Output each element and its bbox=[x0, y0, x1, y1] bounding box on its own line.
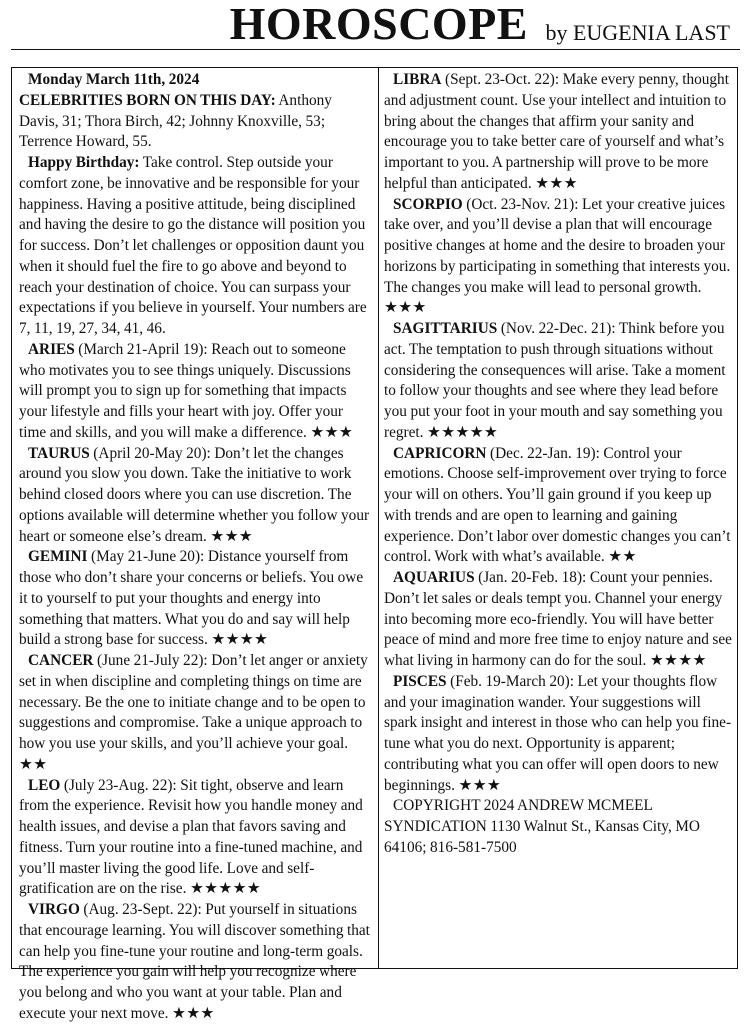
sign-taurus: TAURUS (April 20-May 20): Don’t let the changes around you slow you down. Take the initiative to work behind closed doors where you can use discretion. The options available will determine whether you follow your heart or someone else’s dream. ★★★ bbox=[19, 444, 370, 545]
star-rating: ★★★ bbox=[458, 776, 502, 794]
copyright-notice: COPYRIGHT 2024 ANDREW MCMEEL SYNDICATION 1130 Walnut St., Kansas City, MO 64106; 816-581-7500 bbox=[384, 797, 700, 856]
star-rating: ★★ bbox=[19, 755, 48, 773]
sign-scorpio: SCORPIO (Oct. 23-Nov. 21): Let your creative juices take over, and you’ll devise a plan that will encourage positive changes at home and the desire to broaden your horizons by participating in something that interests you. The changes you make will lead to personal growth. ★★★ bbox=[384, 195, 731, 317]
sign-leo: LEO (July 23-Aug. 22): Sit tight, observe and learn from the experience. Revisit how you handle money and health issues, and devise a plan that favors saving and fitness. Turn your routine into a fine-tuned machine, and you’ll master living the good life. Love and self-gratification are on the rise. ★★★★★ bbox=[19, 776, 363, 898]
header-rule bbox=[11, 49, 740, 50]
sign-cancer: CANCER (June 21-July 22): Don’t let anger or anxiety set in when discipline and completing things on time are necessary. Be the one to initiate change and to be open to suggestions and compromise. Take a unique approach to how you use your skills, and you’ll achieve your goal. ★★ bbox=[19, 652, 368, 773]
horoscope-box bbox=[11, 67, 738, 1022]
sign-aquarius: AQUARIUS (Jan. 20-Feb. 18): Count your pennies. Don’t let sales or deals tempt you. Channel your energy into becoming more eco-friendly. You will have better peace of mind and more free time to enjoy nature and see what living in harmony can do for the soul. ★★★★ bbox=[384, 569, 732, 669]
date-line: Monday March 11th, 2024 bbox=[28, 71, 200, 88]
sign-pisces: PISCES (Feb. 19-March 20): Let your thoughts flow and your imagination wander. Your suggestions will spark insight and interest in those who can help you fine-tune what you do next. Opportunity is apparent; contributing what you can offer will open doors to new beginnings. ★★★ bbox=[384, 672, 732, 794]
celebrities-paragraph: CELEBRITIES BORN ON THIS DAY: Anthony Davis, 31; Thora Birch, 42; Johnny Knoxville, 53; Terrence Howard, 55. bbox=[19, 91, 332, 151]
star-rating: ★★★ bbox=[384, 299, 427, 317]
sign-aries: ARIES (March 21-April 19): Reach out to someone who motivates you to see things uniquely. Discussions will prompt you to sign up for something that impacts your lifestyle and fills your heart with joy. Offer your time and skills, and you will make a difference. ★★★ bbox=[19, 340, 354, 441]
column-divider bbox=[378, 68, 379, 968]
byline: by EUGENIA LAST bbox=[545, 20, 730, 45]
page-title: HOROSCOPE bbox=[229, 0, 528, 49]
sign-capricorn: CAPRICORN (Dec. 22-Jan. 19): Control your emotions. Choose self-improvement over trying to force your will on others. You’ll gain ground if you keep up with trends and are open to learning and gaining experience. Don’t labor over domestic changes you can’t control. Work with what’s available. ★★ bbox=[384, 444, 731, 566]
star-rating: ★★ bbox=[608, 548, 637, 566]
birthday-paragraph: Happy Birthday: Take control. Step outside your comfort zone, be innovative and be responsible for your happiness. Having a positive attitude, being disciplined and having the desire to go the distance will position you for success. Don’t let challenges or opposition daunt you when it should fuel the fire to go above and beyond to reach your destination of choice. You can surpass your expectations if you believe in yourself. Your numbers are 7, 11, 19, 27, 34, 41, 46. bbox=[19, 154, 367, 337]
right-column bbox=[384, 70, 734, 859]
sign-sagittarius: SAGITTARIUS (Nov. 22-Dec. 21): Think before you act. The temptation to push through situations without considering the consequences will arise. Take a moment to follow your thoughts and see where they lead before you put your foot in your mouth and say something you regret. ★★★★★ bbox=[384, 320, 726, 441]
star-rating: ★★★★★ bbox=[189, 880, 262, 898]
star-rating: ★★★ bbox=[172, 1004, 215, 1022]
star-rating: ★★★★★ bbox=[427, 423, 499, 441]
masthead bbox=[11, 0, 740, 52]
star-rating: ★★★ bbox=[210, 527, 253, 545]
star-rating: ★★★★ bbox=[211, 631, 269, 649]
star-rating: ★★★★ bbox=[649, 652, 707, 669]
star-rating: ★★★ bbox=[310, 423, 354, 441]
left-column bbox=[19, 70, 370, 1025]
sign-gemini: GEMINI (May 21-June 20): Distance yourself from those who don’t share your concerns or beliefs. You owe it to yourself to put your thoughts and energy into something that matters. What you do and say will help build a strong base for success. ★★★★ bbox=[19, 548, 364, 649]
star-rating: ★★★ bbox=[535, 174, 578, 192]
sign-libra: LIBRA (Sept. 23-Oct. 22): Make every penny, thought and adjustment count. Use your intellect and intuition to bring about the changes that affirm your sanity and encourage you to take better care of yourself and what’s important to you. A partnership will prove to be more helpful than anticipated. ★★★ bbox=[384, 71, 729, 192]
sign-virgo: VIRGO (Aug. 23-Sept. 22): Put yourself in situations that encourage learning. You will discover something that can help you fine-tune your routine and long-term goals. The experience you gain will help you recognize where you belong and who you want at your table. Plan and execute your next move. ★★★ bbox=[19, 901, 370, 1022]
